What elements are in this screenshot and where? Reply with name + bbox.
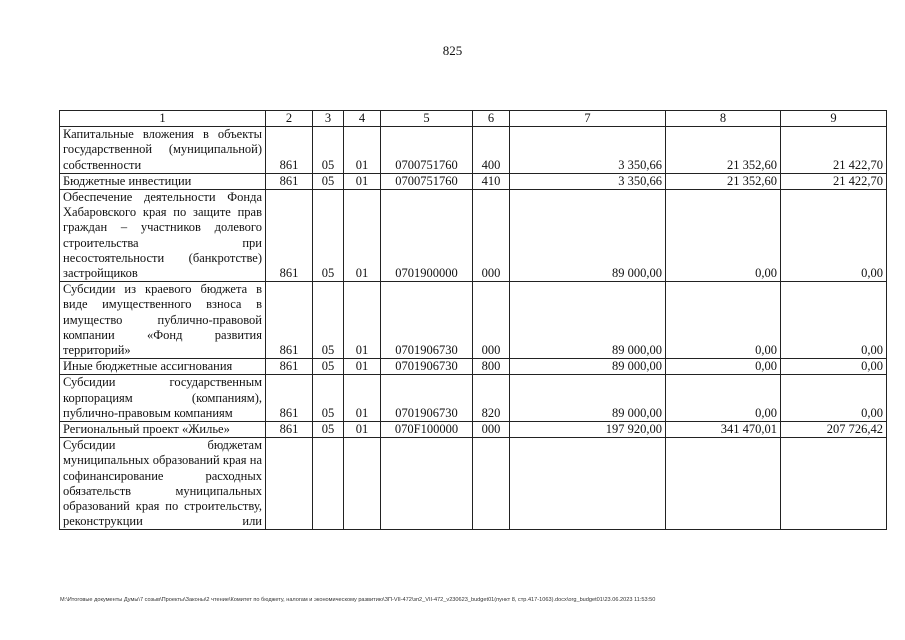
cell-target-article xyxy=(381,438,473,530)
cell-subsection: 01 xyxy=(344,190,381,282)
cell-amount-2: 341 470,01 xyxy=(666,422,781,438)
cell-target-article: 0701906730 xyxy=(381,359,473,375)
column-header: 3 xyxy=(313,111,344,127)
cell-amount-3: 21 422,70 xyxy=(781,173,887,189)
row-name: Субсидии государственным корпорациям (компаниям), публично-правовым компаниям xyxy=(60,375,266,422)
cell-amount-3 xyxy=(781,438,887,530)
column-header: 9 xyxy=(781,111,887,127)
column-header: 2 xyxy=(266,111,313,127)
row-name: Капитальные вложения в объекты государственной (муниципальной) собственности xyxy=(60,127,266,174)
cell-amount-3: 0,00 xyxy=(781,375,887,422)
cell-subsection: 01 xyxy=(344,282,381,359)
cell-section: 05 xyxy=(313,422,344,438)
cell-amount-2: 0,00 xyxy=(666,282,781,359)
cell-admin-code: 861 xyxy=(266,375,313,422)
cell-subsection: 01 xyxy=(344,173,381,189)
cell-admin-code: 861 xyxy=(266,422,313,438)
row-name: Субсидии из краевого бюджета в виде имущественного взноса в имущество публично-правовой компании «Фонд развития территорий» xyxy=(60,282,266,359)
cell-section: 05 xyxy=(313,359,344,375)
cell-expense-type: 410 xyxy=(473,173,510,189)
cell-expense-type xyxy=(473,438,510,530)
cell-amount-1: 3 350,66 xyxy=(510,173,666,189)
table-row xyxy=(60,422,887,438)
cell-target-article: 0701900000 xyxy=(381,190,473,282)
row-name: Бюджетные инвестиции xyxy=(60,173,266,189)
cell-target-article: 0700751760 xyxy=(381,127,473,174)
table-row xyxy=(60,127,887,174)
table-row xyxy=(60,173,887,189)
cell-section: 05 xyxy=(313,375,344,422)
row-name: Обеспечение деятельности Фонда Хабаровского края по защите прав граждан – участников долевого строительства при несостоятельности (банкротстве) застройщиков xyxy=(60,190,266,282)
cell-admin-code xyxy=(266,438,313,530)
budget-table xyxy=(59,110,887,530)
column-header: 4 xyxy=(344,111,381,127)
column-header: 1 xyxy=(60,111,266,127)
cell-target-article: 0701906730 xyxy=(381,375,473,422)
table-row xyxy=(60,190,887,282)
cell-amount-3: 207 726,42 xyxy=(781,422,887,438)
cell-subsection xyxy=(344,438,381,530)
cell-amount-1: 3 350,66 xyxy=(510,127,666,174)
cell-amount-1: 89 000,00 xyxy=(510,190,666,282)
cell-amount-2: 0,00 xyxy=(666,359,781,375)
cell-admin-code: 861 xyxy=(266,127,313,174)
cell-admin-code: 861 xyxy=(266,359,313,375)
cell-section: 05 xyxy=(313,282,344,359)
cell-amount-2: 21 352,60 xyxy=(666,127,781,174)
table-row xyxy=(60,359,887,375)
cell-admin-code: 861 xyxy=(266,282,313,359)
cell-subsection: 01 xyxy=(344,375,381,422)
cell-expense-type: 000 xyxy=(473,422,510,438)
cell-section: 05 xyxy=(313,173,344,189)
cell-amount-3: 0,00 xyxy=(781,282,887,359)
cell-expense-type: 000 xyxy=(473,282,510,359)
table-row xyxy=(60,375,887,422)
table-header-row xyxy=(60,111,887,127)
cell-amount-2 xyxy=(666,438,781,530)
cell-subsection: 01 xyxy=(344,127,381,174)
page-number: 825 xyxy=(442,43,463,58)
document-path-footer: M:\Итоговые документы Думы\7 созыв\Проекты\Законы\2 чтение\Комитет по бюджету, налогам и экономическому развитию\ЗП-VII-472\зп2_VII-472_v230623_budget01(пункт 8, стр.417-1063).docx\org_budget01\23.06.2023 11:53:50 xyxy=(60,597,656,603)
cell-amount-1: 89 000,00 xyxy=(510,375,666,422)
cell-expense-type: 820 xyxy=(473,375,510,422)
table-row xyxy=(60,282,887,359)
column-header: 7 xyxy=(510,111,666,127)
cell-target-article: 0701906730 xyxy=(381,282,473,359)
cell-amount-2: 21 352,60 xyxy=(666,173,781,189)
cell-expense-type: 400 xyxy=(473,127,510,174)
cell-subsection: 01 xyxy=(344,359,381,375)
cell-section xyxy=(313,438,344,530)
cell-amount-2: 0,00 xyxy=(666,190,781,282)
cell-expense-type: 000 xyxy=(473,190,510,282)
cell-target-article: 0700751760 xyxy=(381,173,473,189)
table-row xyxy=(60,438,887,530)
cell-amount-1: 89 000,00 xyxy=(510,282,666,359)
cell-expense-type: 800 xyxy=(473,359,510,375)
column-header: 8 xyxy=(666,111,781,127)
cell-amount-1 xyxy=(510,438,666,530)
row-name: Субсидии бюджетам муниципальных образований края на софинансирование расходных обязательств муниципальных образований края по строительству, реконструкции или xyxy=(60,438,266,530)
cell-amount-2: 0,00 xyxy=(666,375,781,422)
cell-subsection: 01 xyxy=(344,422,381,438)
cell-section: 05 xyxy=(313,190,344,282)
cell-admin-code: 861 xyxy=(266,190,313,282)
cell-amount-3: 0,00 xyxy=(781,359,887,375)
cell-admin-code: 861 xyxy=(266,173,313,189)
cell-amount-1: 89 000,00 xyxy=(510,359,666,375)
cell-amount-3: 0,00 xyxy=(781,190,887,282)
column-header: 6 xyxy=(473,111,510,127)
cell-amount-1: 197 920,00 xyxy=(510,422,666,438)
row-name: Иные бюджетные ассигнования xyxy=(60,359,266,375)
column-header: 5 xyxy=(381,111,473,127)
cell-target-article: 070F100000 xyxy=(381,422,473,438)
cell-section: 05 xyxy=(313,127,344,174)
row-name: Региональный проект «Жилье» xyxy=(60,422,266,438)
cell-amount-3: 21 422,70 xyxy=(781,127,887,174)
